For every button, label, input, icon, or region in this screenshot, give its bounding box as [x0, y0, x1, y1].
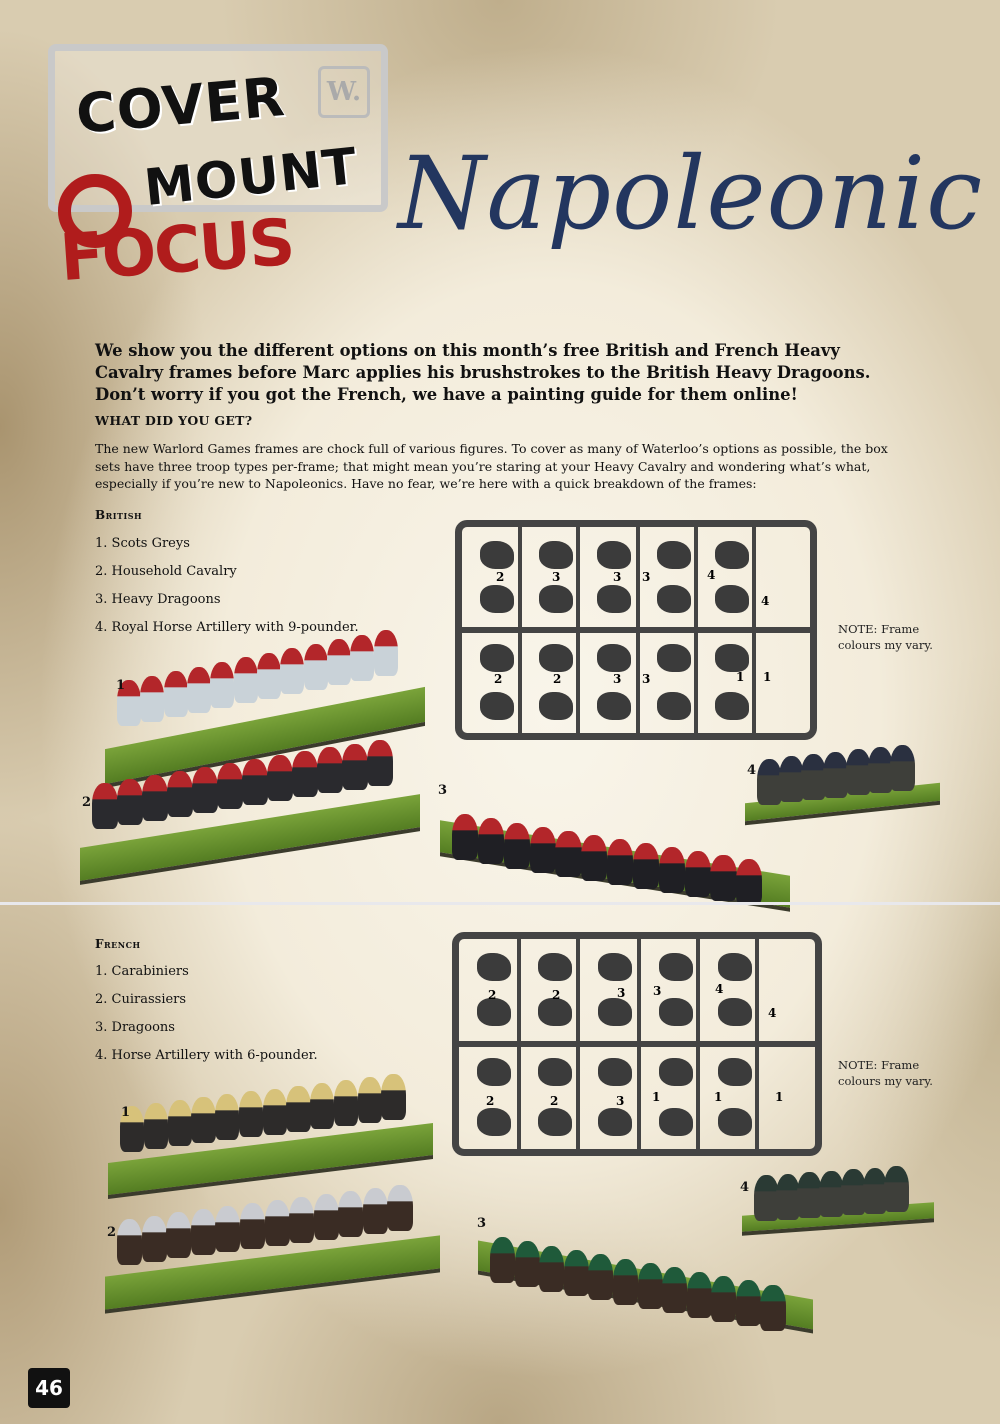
sprue-figure — [659, 953, 693, 981]
sprue-figure — [538, 1058, 572, 1086]
sprue-figure — [597, 692, 631, 720]
sprue-number-label: 2 — [488, 988, 497, 1002]
miniature-figure — [381, 1074, 405, 1120]
page-number: 46 — [28, 1368, 70, 1408]
miniature-figure — [387, 1185, 412, 1231]
sprue-number-label: 3 — [613, 570, 622, 584]
british-sprue-frame — [455, 520, 817, 740]
sprue-figure — [715, 541, 749, 569]
miniature-figure — [490, 1237, 515, 1283]
miniature-figure — [215, 1206, 240, 1252]
miniature-figure — [338, 1191, 363, 1237]
miniature-figure — [164, 671, 188, 717]
list-item: 2. Household Cavalry — [95, 564, 237, 579]
miniature-figure — [310, 1083, 334, 1129]
sprue-number-label: 1 — [736, 670, 745, 684]
miniature-figure — [504, 823, 530, 869]
miniature-figure — [711, 1276, 736, 1322]
sprue-number-label: 4 — [707, 568, 716, 582]
sprue-number-label: 3 — [653, 984, 662, 998]
french-list — [95, 964, 318, 1076]
miniature-figure — [754, 1175, 779, 1221]
miniature-figure — [304, 644, 328, 690]
miniature-figure — [659, 847, 685, 893]
sprue-bar — [517, 938, 521, 1150]
sprue-figure — [477, 953, 511, 981]
sprue-number-label: 2 — [496, 570, 505, 584]
cover-mount-focus-logo — [48, 44, 393, 314]
french-heading: French — [95, 937, 141, 951]
sprue-number-label: 2 — [553, 672, 562, 686]
miniature-figure — [342, 744, 368, 790]
section-divider — [0, 902, 1000, 905]
sprue-figure — [718, 1058, 752, 1086]
miniature-figure — [555, 831, 581, 877]
miniature-figure — [334, 1080, 358, 1126]
miniature-figure — [117, 1219, 142, 1265]
list-item: 4. Horse Artillery with 6-pounder. — [95, 1048, 318, 1063]
miniature-figure — [452, 814, 478, 860]
sprue-bar — [755, 938, 759, 1150]
sprue-figure — [480, 541, 514, 569]
miniature-figure — [327, 639, 351, 685]
sprue-figure — [657, 692, 691, 720]
sprue-figure — [598, 1108, 632, 1136]
photo-label: 2 — [107, 1225, 117, 1240]
sprue-number-label: 2 — [486, 1094, 495, 1108]
miniature-figure — [192, 767, 218, 813]
sprue-figure — [538, 1108, 572, 1136]
sprue-figure — [718, 953, 752, 981]
miniature-figure — [191, 1097, 215, 1143]
miniature-figure — [736, 859, 762, 905]
section-subheading: WHAT DID YOU GET? — [95, 413, 253, 428]
sprue-figure — [715, 692, 749, 720]
sprue-figure — [718, 998, 752, 1026]
miniature-figure — [234, 657, 258, 703]
miniature-figure — [478, 818, 504, 864]
sprue-figure — [657, 644, 691, 672]
miniature-figure — [168, 1100, 192, 1146]
sprue-bar — [576, 526, 580, 734]
sprue-number-label: 1 — [775, 1090, 784, 1104]
british-heading: British — [95, 508, 143, 522]
sprue-bar — [518, 526, 522, 734]
logo-badge: W. — [318, 66, 370, 118]
sprue-number-label: 3 — [613, 672, 622, 686]
sprue-figure — [657, 541, 691, 569]
sprue-figure — [538, 998, 572, 1026]
british-list — [95, 536, 359, 648]
sprue-figure — [539, 644, 573, 672]
photo-label: 1 — [116, 678, 126, 693]
sprue-number-label: 1 — [652, 1090, 661, 1104]
miniature-figure — [142, 775, 168, 821]
sprue-bar — [696, 938, 700, 1150]
page-title: Napoleonic — [398, 135, 984, 252]
miniature-figure — [607, 839, 633, 885]
sprue-bar — [636, 526, 640, 734]
sprue-number-label: 1 — [714, 1090, 723, 1104]
list-item: 3. Dragoons — [95, 1020, 175, 1035]
sprue-figure — [715, 644, 749, 672]
sprue-number-label: 3 — [642, 570, 651, 584]
miniature-figure — [841, 1169, 866, 1215]
horse-artillery-photo — [742, 1180, 934, 1232]
sprue-number-label: 3 — [617, 986, 626, 1000]
logo-line-cover: COVER — [73, 64, 288, 147]
miniature-figure — [363, 1188, 388, 1234]
miniature-figure — [314, 1194, 339, 1240]
sprue-figure — [480, 585, 514, 613]
sprue-bar — [637, 938, 641, 1150]
sprue-number-label: 4 — [768, 1006, 777, 1020]
photo-label: 3 — [438, 783, 448, 798]
miniature-figure — [239, 1091, 263, 1137]
miniature-figure — [144, 1103, 168, 1149]
logo-line-mount: MOUNT — [141, 136, 361, 218]
miniature-figure — [884, 1166, 909, 1212]
sprue-number-label: 2 — [552, 988, 561, 1002]
miniature-figure — [633, 843, 659, 889]
sprue-number-label: 3 — [616, 1094, 625, 1108]
logo-line-focus: FOCUS — [57, 205, 296, 297]
cuirassiers-photo — [105, 1195, 440, 1305]
sprue-figure — [598, 998, 632, 1026]
miniature-figure — [142, 1216, 167, 1262]
miniature-figure — [823, 752, 848, 798]
miniature-figure — [736, 1280, 761, 1326]
sprue-figure — [659, 998, 693, 1026]
miniature-figure — [374, 630, 398, 676]
photo-label: 4 — [740, 1180, 750, 1195]
sprue-figure — [539, 692, 573, 720]
miniature-figure — [613, 1259, 638, 1305]
sprue-figure — [477, 1108, 511, 1136]
sprue-bar — [694, 526, 698, 734]
french-frame-note: NOTE: Frame colours my vary. — [838, 1058, 933, 1088]
miniature-figure — [358, 1077, 382, 1123]
heavy-dragoons-photo — [440, 790, 790, 895]
photo-label: 3 — [477, 1216, 487, 1231]
british-frame-note: NOTE: Frame colours my vary. — [838, 622, 933, 652]
sprue-figure — [480, 644, 514, 672]
miniature-figure — [265, 1200, 290, 1246]
sprue-number-label: 2 — [494, 672, 503, 686]
sprue-bar — [752, 526, 756, 734]
miniature-figure — [286, 1086, 310, 1132]
miniature-figure — [267, 755, 293, 801]
miniature-figure — [687, 1272, 712, 1318]
miniature-figure — [588, 1254, 613, 1300]
miniature-figure — [662, 1267, 687, 1313]
sprue-figure — [539, 541, 573, 569]
carabiniers-photo — [108, 1085, 433, 1190]
miniature-figure — [191, 1209, 216, 1255]
miniature-figure — [685, 851, 711, 897]
miniature-figure — [263, 1089, 287, 1135]
miniature-figure — [367, 740, 393, 786]
sprue-number-label: 3 — [552, 570, 561, 584]
photo-label: 4 — [747, 763, 757, 778]
miniature-figure — [280, 648, 304, 694]
list-item: 4. Royal Horse Artillery with 9-pounder. — [95, 620, 359, 635]
sprue-figure — [538, 953, 572, 981]
sprue-number-label: 1 — [763, 670, 772, 684]
miniature-figure — [257, 653, 281, 699]
miniature-figure — [710, 855, 736, 901]
sprue-figure — [659, 1108, 693, 1136]
miniature-figure — [317, 747, 343, 793]
miniature-figure — [760, 1285, 785, 1331]
miniature-figure — [215, 1094, 239, 1140]
sprue-figure — [657, 585, 691, 613]
sprue-number-label: 2 — [550, 1094, 559, 1108]
miniature-figure — [242, 759, 268, 805]
miniature-figure — [539, 1246, 564, 1292]
miniature-figure — [167, 771, 193, 817]
miniature-figure — [166, 1212, 191, 1258]
miniature-figure — [515, 1241, 540, 1287]
miniature-figure — [240, 1203, 265, 1249]
list-item: 2. Cuirassiers — [95, 992, 187, 1007]
sprue-bar — [576, 938, 580, 1150]
sprue-figure — [718, 1108, 752, 1136]
body-paragraph: The new Warlord Games frames are chock full of various figures. To cover as many of Waterloo’s options as possible, the box sets have three troop types per-frame; that might mean you’re staring at your Heavy Cavalry and wondering what’s what, especially if you’re new to Napoleonics. Have no fear, we’re here with a quick breakdown of the frames: — [95, 441, 888, 491]
sprue-figure — [715, 585, 749, 613]
intro-paragraph: We show you the different options on this month’s free British and French Heavy Cavalry frames before Marc applies his brushstrokes to the British Heavy Dragoons. Don’t worry if you got the French, we have a painting guide for them online! — [95, 341, 871, 404]
photo-label: 2 — [82, 795, 92, 810]
french-sprue-frame — [452, 932, 822, 1156]
photo-label: 1 — [121, 1105, 131, 1120]
sprue-figure — [477, 998, 511, 1026]
sprue-figure — [597, 585, 631, 613]
sprue-number-label: 4 — [715, 982, 724, 996]
list-item: 1. Scots Greys — [95, 536, 190, 551]
miniature-figure — [210, 662, 234, 708]
miniature-figure — [890, 745, 915, 791]
sprue-figure — [597, 541, 631, 569]
household-cavalry-photo — [80, 760, 420, 870]
miniature-figure — [292, 751, 318, 797]
miniature-figure — [638, 1263, 663, 1309]
miniature-figure — [289, 1197, 314, 1243]
miniature-figure — [350, 635, 374, 681]
sprue-number-label: 3 — [642, 672, 651, 686]
sprue-figure — [539, 585, 573, 613]
sprue-figure — [598, 953, 632, 981]
sprue-figure — [598, 1058, 632, 1086]
miniature-figure — [117, 779, 143, 825]
miniature-figure — [846, 749, 871, 795]
miniature-figure — [140, 676, 164, 722]
list-item: 3. Heavy Dragoons — [95, 592, 221, 607]
miniature-figure — [92, 783, 118, 829]
sprue-figure — [477, 1058, 511, 1086]
sprue-number-label: 4 — [761, 594, 770, 608]
miniature-figure — [564, 1250, 589, 1296]
sprue-figure — [480, 692, 514, 720]
horse-artillery-photo — [745, 760, 940, 820]
miniature-figure — [530, 827, 556, 873]
miniature-figure — [187, 667, 211, 713]
miniature-figure — [581, 835, 607, 881]
list-item: 1. Carabiniers — [95, 964, 189, 979]
sprue-figure — [659, 1058, 693, 1086]
sprue-figure — [597, 644, 631, 672]
miniature-figure — [217, 763, 243, 809]
